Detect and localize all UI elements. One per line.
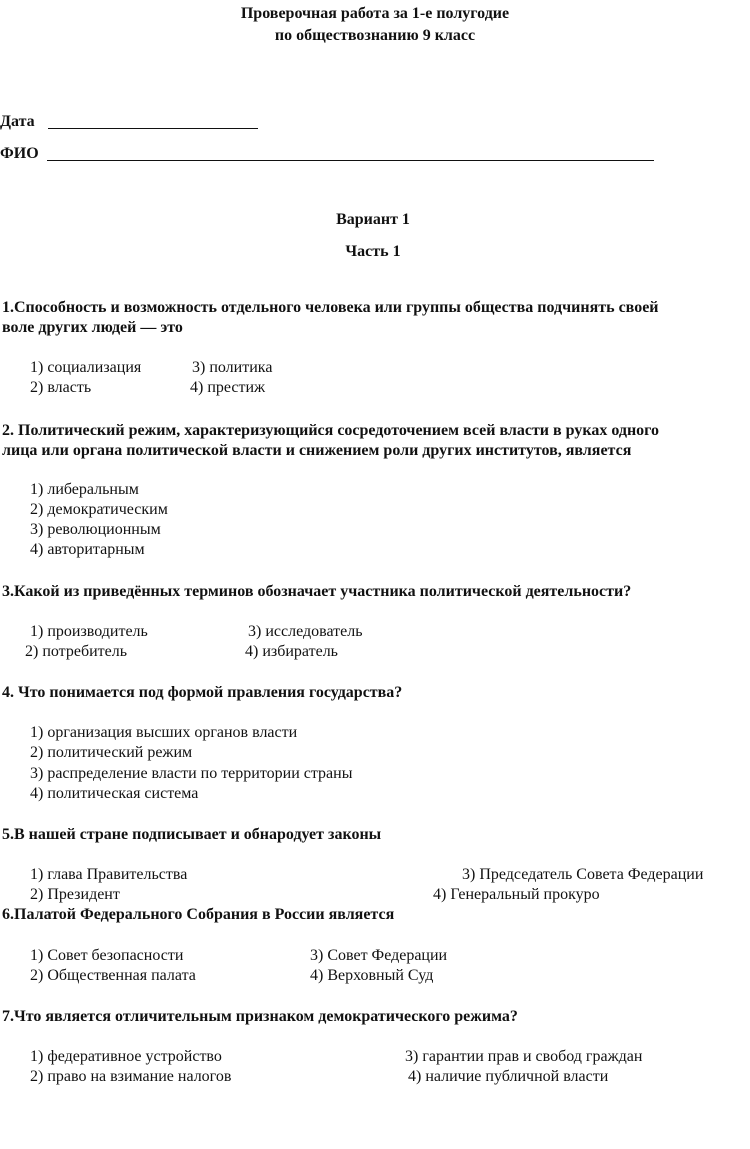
q5-option-4: 4) Генеральный прокуро [433, 886, 600, 903]
question-2-line-1: 2. Политический режим, характеризующийся сосредоточением всей власти в руках одного [2, 422, 660, 439]
q3-option-4: 4) избиратель [245, 643, 338, 660]
q5-option-1: 1) глава Правительства [30, 866, 188, 883]
q4-option-3: 3) распределение власти по территории страны [30, 765, 353, 782]
q4-option-4: 4) политическая система [30, 785, 199, 802]
q1-option-3: 3) политика [192, 359, 273, 376]
title-line-1: Проверочная работа за 1-е полугодие [240, 5, 510, 22]
q7-option-1: 1) федеративное устройство [30, 1048, 222, 1065]
fio-label: ФИО [0, 145, 39, 162]
q2-option-2: 2) демократическим [30, 501, 168, 518]
question-7-text: 7.Что является отличительным признаком демократического режима? [2, 1008, 518, 1025]
q1-option-2: 2) власть [30, 379, 92, 396]
q3-option-2: 2) потребитель [25, 643, 128, 660]
q2-option-1: 1) либеральным [30, 481, 139, 498]
q6-option-3: 3) Совет Федерации [310, 947, 448, 964]
question-3-text: 3.Какой из приведённых терминов обозначает участника политической деятельности? [2, 583, 632, 600]
q1-option-4: 4) престиж [190, 379, 266, 396]
q2-option-4: 4) авторитарным [30, 541, 145, 558]
q7-option-4: 4) наличие публичной власти [408, 1068, 609, 1085]
q6-option-1: 1) Совет безопасности [30, 947, 184, 964]
q6-option-4: 4) Верховный Суд [310, 967, 434, 984]
q5-option-2: 2) Президент [30, 886, 120, 903]
question-6-text: 6.Палатой Федерального Собрания в России является [2, 906, 395, 923]
q7-option-3: 3) гарантии прав и свобод граждан [405, 1048, 643, 1065]
q6-option-2: 2) Общественная палата [30, 967, 196, 984]
date-label: Дата [0, 113, 35, 130]
question-4-text: 4. Что понимается под формой правления государства? [2, 684, 403, 701]
title-line-2: по обществознанию 9 класс [274, 27, 476, 44]
question-1-line-2: воле других людей — это [2, 319, 183, 336]
q1-option-1: 1) социализация [30, 359, 142, 376]
question-1-line-1: 1.Способность и возможность отдельного человека или группы общества подчинять своей [2, 299, 659, 316]
question-2-line-2: лица или органа политической власти и снижением роли других институтов, является [2, 442, 632, 459]
part-heading: Часть 1 [345, 243, 401, 260]
fio-underline[interactable] [47, 160, 654, 161]
variant-heading: Вариант 1 [336, 211, 410, 228]
q2-option-3: 3) революционным [30, 521, 161, 538]
q4-option-2: 2) политический режим [30, 744, 193, 761]
q3-option-1: 1) производитель [30, 623, 148, 640]
q4-option-1: 1) организация высших органов власти [30, 724, 298, 741]
q7-option-2: 2) право на взимание налогов [30, 1068, 232, 1085]
date-underline[interactable] [48, 128, 258, 129]
question-5-text: 5.В нашей стране подписывает и обнародует законы [2, 826, 382, 843]
q3-option-3: 3) исследователь [248, 623, 363, 640]
q5-option-3: 3) Председатель Совета Федерации [462, 866, 704, 883]
